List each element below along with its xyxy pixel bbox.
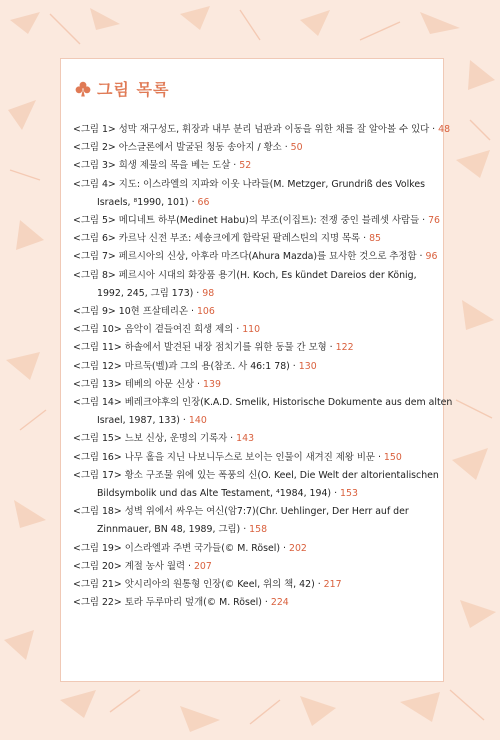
figure-entry[interactable] <box>73 212 439 230</box>
figure-entry[interactable] <box>73 558 439 576</box>
figure-entry[interactable] <box>73 467 439 503</box>
page-number: 122 <box>335 342 354 354</box>
page-number: 52 <box>239 160 252 172</box>
page-number: 158 <box>249 524 268 536</box>
figure-caption: <그림 15> 느보 신상, 운명의 기록자 · <box>73 433 234 445</box>
page-number: 110 <box>242 324 261 336</box>
figure-caption: <그림 20> 계절 농사 월력 · <box>73 560 191 572</box>
figure-caption: <그림 21> 앗시리아의 원통형 인장(© Keel, 위의 책, 42) · <box>73 579 321 591</box>
figure-entry[interactable] <box>73 430 439 448</box>
toc-heading <box>75 77 169 100</box>
figure-caption: <그림 18> 성벽 위에서 싸우는 여신(암7:7)(Chr. Uehlinger, Der Herr auf der <box>73 506 409 518</box>
figure-caption: <그림 10> 음악이 곁들여진 희생 제의 · <box>73 324 240 336</box>
figure-caption: <그림 6> 카르낙 신전 부조: 세숑크에게 함락된 팔레스틴의 지명 목록 · <box>73 233 367 245</box>
figure-caption: <그림 17> 황소 구조물 위에 있는 폭풍의 신(O. Keel, Die Welt der altorientalischen <box>73 469 439 481</box>
page-number: 224 <box>270 597 289 609</box>
figure-entry[interactable] <box>73 339 439 357</box>
figure-caption: <그림 12> 마르둑(벨)과 그의 용(참조. 사 46:1 78) · <box>73 360 296 372</box>
figure-entry[interactable] <box>73 376 439 394</box>
page-number: 98 <box>202 287 215 299</box>
page-number: 140 <box>188 415 207 427</box>
figure-caption: Zinnmauer, BN 48, 1989, 그림) · <box>97 524 247 536</box>
page-number: 143 <box>236 433 255 445</box>
figure-entry[interactable] <box>73 576 439 594</box>
figure-caption: <그림 3> 희생 제물의 목을 베는 도살 · <box>73 160 237 172</box>
figure-entry[interactable] <box>73 540 439 558</box>
page-number: 207 <box>193 560 212 572</box>
page-number: 76 <box>428 215 441 227</box>
figure-entry[interactable] <box>73 267 439 303</box>
figure-entry[interactable] <box>73 394 453 430</box>
page-number: 139 <box>203 378 221 390</box>
figure-caption: <그림 5> 메디네트 하부(Medinet Habu)의 부조(이집트): 전쟁 중인 블레셋 사람들 · <box>73 215 426 227</box>
page-number: 153 <box>340 488 358 500</box>
figure-caption: <그림 9> 10현 프살테리온 · <box>73 306 194 318</box>
page-number: 50 <box>290 142 303 154</box>
figure-list <box>73 121 453 612</box>
page-number: 66 <box>197 196 210 208</box>
figure-entry[interactable] <box>73 358 439 376</box>
figure-caption: <그림 11> 하솔에서 발견된 내장 점치기를 위한 동물 간 모형 · <box>73 342 333 354</box>
figure-entry[interactable] <box>73 157 439 175</box>
page-number: 150 <box>383 451 402 463</box>
figure-caption: <그림 22> 토라 두루마리 덮개(© M. Rösel) · <box>73 597 268 609</box>
figure-entry[interactable] <box>73 321 439 339</box>
figure-entry[interactable] <box>73 176 439 212</box>
figure-caption: <그림 13> 테베의 아문 신상 · <box>73 378 201 390</box>
page-title: 그림 목록 <box>97 80 170 99</box>
figure-entry[interactable] <box>73 594 439 612</box>
page-number: 106 <box>196 306 215 318</box>
figure-entry[interactable] <box>73 121 451 139</box>
figure-entry[interactable] <box>73 139 439 157</box>
figure-entry[interactable] <box>73 449 439 467</box>
figure-caption: <그림 8> 페르시아 시대의 화장품 용기(H. Koch, Es kündet Dareios der König, <box>73 269 417 281</box>
figure-entry[interactable] <box>73 503 439 539</box>
figure-caption: Israel, 1987, 133) · <box>97 415 186 427</box>
figure-caption: <그림 1> 성막 재구성도, 휘장과 내부 분리 넘판과 이동을 위한 채를 잘 알아볼 수 있다 · <box>73 124 436 135</box>
figure-caption: <그림 16> 나무 홀을 지닌 나보니두스로 보이는 인물이 새겨진 제왕 비문 · <box>73 451 381 463</box>
figure-caption: <그림 7> 페르시아의 신상, 아후라 마즈다(Ahura Mazda)를 묘사한 것으로 추정함 · <box>73 251 423 263</box>
page-number: 48 <box>438 124 451 135</box>
figure-caption: <그림 14> 베레크야후의 인장(K.A.D. Smelik, Historische Dokumente aus dem alten <box>73 397 453 409</box>
figure-caption: Israels, ⁸1990, 101) · <box>97 196 195 208</box>
page-number: 85 <box>369 233 382 245</box>
figure-caption: <그림 19> 이스라엘과 주변 국가들(© M. Rösel) · <box>73 542 286 554</box>
figure-caption: <그림 4> 지도: 이스라엘의 지파와 이웃 나라들(M. Metzger, Grundriß des Volkes <box>73 178 426 190</box>
figure-caption: Bildsymbolik und das Alte Testament, ⁴1984, 194) · <box>97 488 338 500</box>
figure-entry[interactable] <box>73 303 439 321</box>
club-icon <box>75 81 91 97</box>
figure-caption: <그림 2> 아스글론에서 발굴된 청동 송아지 / 황소 · <box>73 142 288 154</box>
figure-caption: 1992, 245, 그림 173) · <box>97 287 200 299</box>
page-number: 217 <box>323 579 342 591</box>
page-number: 202 <box>288 542 307 554</box>
toc-page <box>60 58 453 682</box>
page-number: 130 <box>298 360 317 372</box>
figure-entry[interactable] <box>73 230 439 248</box>
figure-entry[interactable] <box>73 248 439 266</box>
page-number: 96 <box>425 251 438 263</box>
